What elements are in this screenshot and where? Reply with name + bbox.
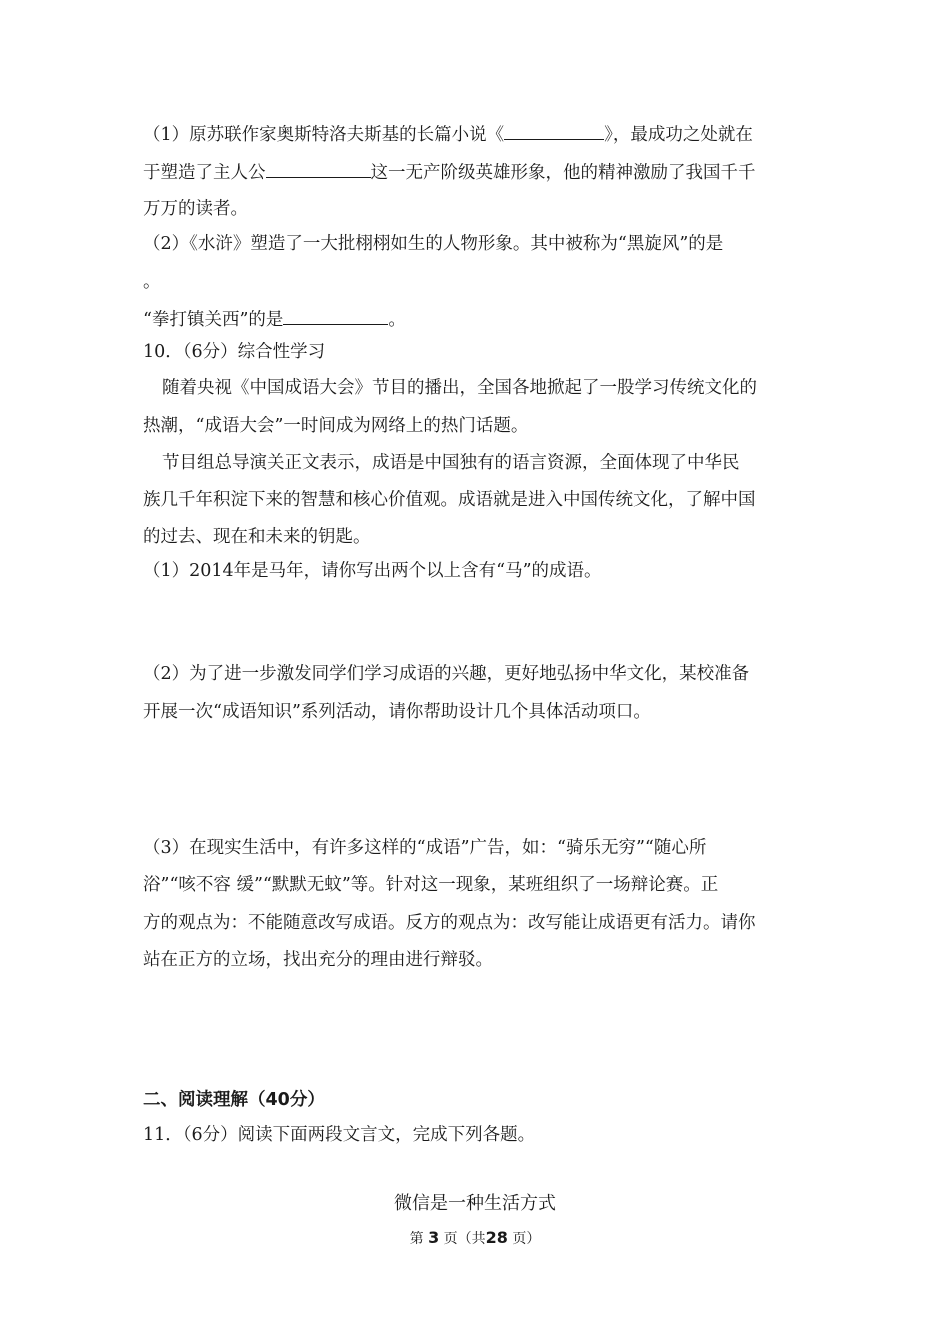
page-footer: 第 3 页（共28 页） bbox=[409, 1228, 541, 1247]
q10-sub3-line3: 方的观点为：不能随意改写成语。反方的观点为：改写能让成语更有活力。请你 bbox=[143, 913, 756, 933]
q10-intro-p1-line1: 随着央视《中国成语大会》节目的播出，全国各地掀起了一股学习传统文化的 bbox=[162, 378, 757, 398]
q10-sub1: （1）2014年是马年，请你写出两个以上含有“马”的成语。 bbox=[143, 561, 602, 581]
q9-part2-line2: 。 bbox=[143, 272, 161, 292]
q9-part1-line1: （1）原苏联作家奥斯特洛夫斯基的长篇小说《 》，最成功之处就在 bbox=[143, 121, 753, 147]
q9-part2-line3: “拳打镇关西”的是 。 bbox=[143, 306, 406, 332]
q10-sub3-line2: 浴”“咳不容 缓”“默默无蚊”等。针对这一现象，某班组织了一场辩论赛。正 bbox=[143, 875, 719, 895]
q11-title: 11．（6分）阅读下面两段文言文，完成下列各题。 bbox=[143, 1125, 536, 1145]
answer-blank bbox=[266, 159, 371, 178]
page-number: 3 bbox=[428, 1228, 440, 1247]
q10-intro-p1-line2: 热潮，“成语大会”一时间成为网络上的热门话题。 bbox=[143, 416, 529, 436]
q9-part1-line2: 于塑造了主人公 这一无产阶级英雄形象，他的精神激励了我国千千 bbox=[143, 159, 756, 185]
q10-title: 10．（6分）综合性学习 bbox=[143, 342, 326, 362]
q10-sub3-line1: （3）在现实生活中，有许多这样的“成语”广告，如：“骑乐无穷”“随心所 bbox=[143, 838, 707, 858]
q9-part1-line3: 万万的读者。 bbox=[143, 199, 248, 219]
q10-sub2-line1: （2）为了进一步激发同学们学习成语的兴趣，更好地弘扬中华文化，某校准备 bbox=[143, 664, 750, 684]
answer-blank bbox=[283, 306, 388, 325]
q10-sub3-line4: 站在正方的立场，找出充分的理由进行辩驳。 bbox=[143, 950, 493, 970]
article-title: 微信是一种生活方式 bbox=[394, 1193, 556, 1214]
q9-part2-line1: （2）《水浒》塑造了一大批栩栩如生的人物形象。其中被称为“黑旋风”的是 bbox=[143, 234, 724, 254]
section-title: 二、阅读理解（40分） bbox=[143, 1090, 325, 1110]
q10-sub2-line2: 开展一次“成语知识”系列活动，请你帮助设计几个具体活动项口。 bbox=[143, 702, 651, 722]
answer-blank bbox=[504, 121, 604, 140]
q10-intro-p2-line3: 的过去、现在和未来的钥匙。 bbox=[143, 527, 371, 547]
q10-intro-p2-line2: 族几千年积淀下来的智慧和核心价值观。成语就是进入中国传统文化，了解中国 bbox=[143, 490, 756, 510]
page-total: 28 bbox=[485, 1228, 508, 1247]
q10-intro-p2-line1: 节目组总导演关正文表示，成语是中国独有的语言资源，全面体现了中华民 bbox=[162, 453, 740, 473]
